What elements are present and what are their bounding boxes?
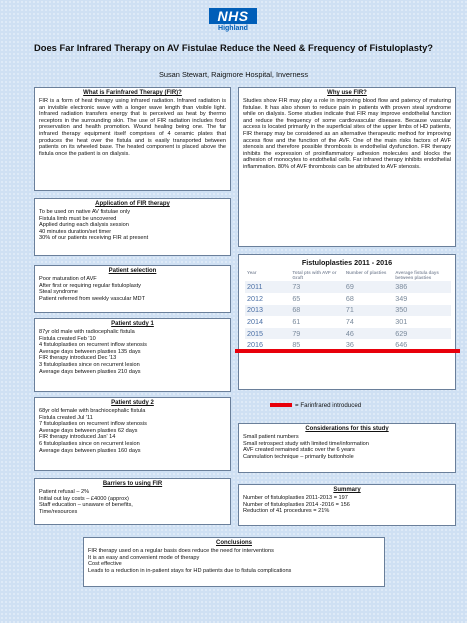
cell-avg-days: 349: [395, 293, 408, 303]
barriers-line: Patient refusal – 2%: [39, 489, 90, 495]
legend-label: = Farinfrared introduced: [295, 402, 362, 409]
summary-line: Number of fistuloplasties 2011-2013 = 197: [243, 495, 348, 501]
cell-avg-days: 301: [395, 316, 408, 326]
header-plasties: Number of plasties: [345, 270, 387, 275]
fir-heading: What is Farinfrared Therapy (FIR)?: [83, 90, 182, 96]
study2-heading: Patient study 2: [111, 400, 154, 406]
fistuloplasty-table: [245, 269, 451, 351]
cell-total: 65: [292, 293, 301, 303]
table-title: Fistuloplasties 2011 - 2016: [301, 258, 393, 267]
study1-line: 3 fistuloplasties since on recurrent lesion: [39, 361, 140, 368]
study1-line: 87yr old male with radiocephalic fistula: [39, 329, 135, 335]
conclusions-line: Cost effective: [88, 561, 122, 568]
summary-line: Reduction of 41 procedures = 21%: [243, 508, 330, 515]
cell-year: 2016: [247, 340, 263, 350]
cell-avg-days: 350: [393, 305, 451, 317]
study2-box: [34, 397, 231, 471]
application-line: To be used on native AV fistulae only: [39, 209, 131, 215]
barriers-line: Staff education – unaware of benefits,: [39, 502, 133, 509]
cell-plasties: 36: [345, 340, 354, 350]
fistuloplasty-table-box: [238, 254, 456, 390]
nhs-logo: [209, 8, 257, 33]
conclusions-box: [83, 537, 385, 587]
selection-line: Steal syndrome: [39, 289, 78, 296]
cell-year: 2015: [245, 328, 290, 340]
cell-year: 2014: [247, 316, 263, 326]
study1-box: [34, 318, 231, 392]
fir-box: [34, 87, 231, 191]
application-line: 30% of our patients receiving FIR at present: [39, 235, 149, 242]
why-box: [238, 87, 456, 247]
study2-line: 68yr old female with brachiocephalic fistula: [39, 408, 146, 414]
considerations-box: [238, 423, 456, 473]
header-avg-days: Average fistula days between plasties: [395, 270, 439, 281]
fir-text: FIR is a form of heat therapy using infrared radiation. Infrared radiation is an invisible electronic wave with a longer wave length than visible light. Infrared radiation transfers energy that is perceived as heat by thermo receptors in the surrounding skin. The use of FIR radiation includes food preservation and health promotion. Wound healing being one. The far infrared therapy equipment itself comprises of 4 ceramic plates that produces the heat over the fistula and is easily transported between patients on its wheeled base. The heated component is placed above the fistula once the patient is on dialysis.: [39, 98, 226, 157]
conclusions-line: FIR therapy used on a regular basis does reduce the need for interventions: [88, 548, 274, 554]
selection-line: Poor maturation of AVF: [39, 276, 97, 282]
study1-line: Average days between plasties 135 days: [39, 348, 141, 355]
study2-line: Average days between plasties 62 days: [39, 427, 138, 434]
cell-year: 2012: [247, 293, 263, 303]
cell-total: 85: [292, 340, 301, 350]
summary-box: [238, 484, 456, 526]
cell-year: 2011: [245, 281, 290, 293]
study2-line: 6 fistuloplasties since on recurrent lesion: [39, 440, 140, 447]
considerations-line: Small patient numbers: [243, 434, 299, 440]
cell-plasties: 68: [345, 293, 354, 303]
study1-line: FIR therapy introduced Dec '13: [39, 355, 117, 362]
considerations-heading: Considerations for this study: [305, 426, 389, 432]
study2-line: 7 fistuloplasties on recurrent inflow stenosis: [39, 421, 147, 428]
cell-plasties: 46: [344, 328, 393, 340]
legend-red-swatch: [270, 403, 292, 407]
barriers-line: Time/resources: [39, 508, 78, 515]
application-line: Fistula limb must be uncovered: [39, 215, 117, 222]
header-year: Year: [247, 270, 257, 275]
cell-total: 73: [290, 281, 344, 293]
why-text: Studies show FIR may play a role in improving blood flow and patency of maturing fistulae. It has also shown to reduce pain in patients with proven steal syndrome while on dialysis. Some studies indicate that FIR may improve endothelial function and reduce the frequency of some cardiovascular diseases. Because vascular access is located primarily in the superficial sites of the upper limbs of HD patients, FIR therapy may be considered as an alternative therapeutic method for improving access flow and the function of the AVF. One of the main risks factors of AVF stenosis and therefore possible thrombosis is endothelial dysfunction. FIR therapy inhibits the expression of proinflammatory adhesion molecules and blocks the adhesion of monocytes to endothelial cells. Far infrared therapy inhibits endothelial inflammation. 80% of AVF thrombosis can be attributed to AVF stenosis.: [243, 98, 451, 170]
study1-heading: Patient study 1: [111, 321, 154, 327]
why-heading: Why use FIR?: [327, 90, 367, 96]
application-heading: Application of FIR therapy: [95, 201, 170, 207]
conclusions-line: It is an easy and convenient mode of therapy: [88, 554, 200, 561]
table-row: [245, 316, 451, 328]
study2-line: FIR therapy introduced Jan' 14: [39, 434, 116, 441]
study1-line: 4 fistuloplasties on recurrent inflow stenosis: [39, 342, 147, 349]
considerations-line: Small retrospect study with limited time/information: [243, 440, 369, 447]
nhs-logo-mark: NHS: [209, 8, 257, 24]
considerations-line: Cannulation technique – primarily buttonhole: [243, 453, 354, 460]
cell-avg-days: 646: [395, 340, 408, 350]
selection-line: Patient referred from weekly vascular MDT: [39, 295, 146, 302]
selection-box: [34, 265, 231, 313]
table-row: [245, 281, 451, 293]
legend: [270, 402, 361, 409]
cell-avg-days: 629: [393, 328, 451, 340]
cell-plasties: 69: [344, 281, 393, 293]
selection-heading: Patient selection: [108, 268, 157, 274]
application-box: [34, 198, 231, 256]
cell-avg-days: 386: [393, 281, 451, 293]
barriers-heading: Barriers to using FIR: [102, 481, 163, 487]
application-line: 40 minutes duration/set timer: [39, 228, 112, 235]
table-row: [245, 328, 451, 340]
cell-plasties: 71: [344, 305, 393, 317]
considerations-line: AVF created remained static over the 6 years: [243, 447, 355, 454]
cell-plasties: 74: [345, 316, 354, 326]
study2-line: Average days between plasties 160 days: [39, 447, 141, 454]
study1-line: Average days between plasties 210 days: [39, 368, 141, 375]
conclusions-line: Leads to a reduction in in-patient stays for HD patients due to fistula complications: [88, 567, 292, 574]
barriers-line: Initial out lay costs – £4000 (approx): [39, 495, 129, 502]
study1-line: Fistula created Feb '10: [39, 335, 96, 342]
selection-line: After first or requiring regular fistuloplasty: [39, 282, 141, 289]
cell-total: 79: [290, 328, 344, 340]
poster-title: Does Far Infrared Therapy on AV Fistulae Reduce the Need & Frequency of Fistuloplasty?: [33, 42, 434, 53]
summary-line: Number of fistuloplasties 2014 -2016 = 156: [243, 501, 350, 508]
cell-total: 68: [290, 305, 344, 317]
table-header-row: [245, 269, 451, 281]
barriers-box: [34, 478, 231, 525]
conclusions-heading: Conclusions: [215, 540, 252, 546]
cell-year: 2013: [245, 305, 290, 317]
fir-introduced-marker: [235, 349, 460, 353]
application-line: Applied during each dialysis session: [39, 222, 129, 229]
study2-line: Fistula created Jul '11: [39, 414, 93, 421]
summary-heading: Summary: [333, 487, 361, 493]
table-row: [245, 293, 451, 305]
nhs-region: Highland: [218, 25, 248, 32]
cell-total: 61: [292, 316, 301, 326]
author-line: Susan Stewart, Raigmore Hospital, Inverness: [158, 70, 309, 79]
header-total-pts: Total pts with AVF or Graft: [292, 270, 337, 281]
table-row: [245, 305, 451, 317]
